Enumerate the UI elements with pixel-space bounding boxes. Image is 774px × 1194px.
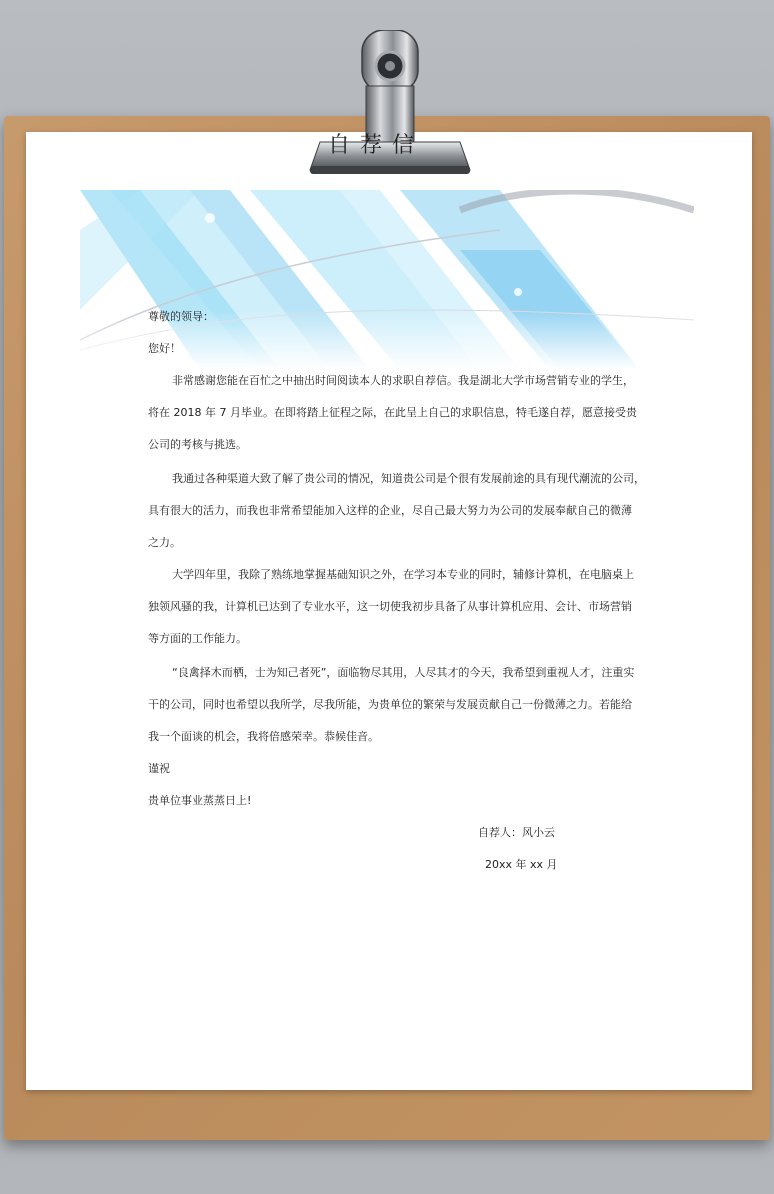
greeting: 您好！ bbox=[148, 342, 181, 355]
paragraph-3-line-2: 独领风骚的我，计算机已达到了专业水平，这一切使我初步具备了从事计算机应用、会计、市场营销 bbox=[148, 600, 632, 613]
paragraph-2-line-2: 具有很大的活力，而我也非常希望能加入这样的企业，尽自己最大努力为公司的发展奉献自己的微薄 bbox=[148, 504, 632, 517]
letter-date: 20xx 年 xx 月 bbox=[485, 858, 558, 871]
closing-wish: 谨祝 bbox=[148, 762, 170, 775]
signature: 自荐人：风小云 bbox=[478, 826, 555, 839]
paragraph-4-line-2: 干的公司，同时也希望以我所学，尽我所能，为贵单位的繁荣与发展贡献自己一份微薄之力。若能给 bbox=[148, 698, 632, 711]
paragraph-1-line-1: 非常感谢您能在百忙之中抽出时间阅读本人的求职自荐信。我是湖北大学市场营销专业的学生， bbox=[172, 374, 634, 387]
paragraph-3-line-3: 等方面的工作能力。 bbox=[148, 632, 247, 645]
paragraph-1-line-3: 公司的考核与挑选。 bbox=[148, 438, 247, 451]
paragraph-2-line-3: 之力。 bbox=[148, 536, 181, 549]
salutation: 尊敬的领导： bbox=[148, 310, 214, 323]
paragraph-4-line-3: 我一个面谈的机会，我将倍感荣幸。恭候佳音。 bbox=[148, 730, 379, 743]
paragraph-4-line-1: “良禽择木而栖，士为知己者死”，面临物尽其用，人尽其才的今天，我希望到重视人才，注重实 bbox=[172, 666, 635, 679]
letter-title: 自荐信 bbox=[327, 133, 424, 158]
paragraph-3-line-1: 大学四年里，我除了熟练地掌握基础知识之外，在学习本专业的同时，辅修计算机，在电脑桌上 bbox=[172, 568, 634, 581]
closing-blessing: 贵单位事业蒸蒸日上! bbox=[148, 794, 252, 807]
paragraph-2-line-1: 我通过各种渠道大致了解了贵公司的情况，知道贵公司是个很有发展前途的具有现代潮流的公司， bbox=[172, 472, 645, 485]
paragraph-1-line-2: 将在 2018 年 7 月毕业。在即将踏上征程之际，在此呈上自己的求职信息，特毛遂自荐，愿意接受贵 bbox=[148, 406, 637, 419]
